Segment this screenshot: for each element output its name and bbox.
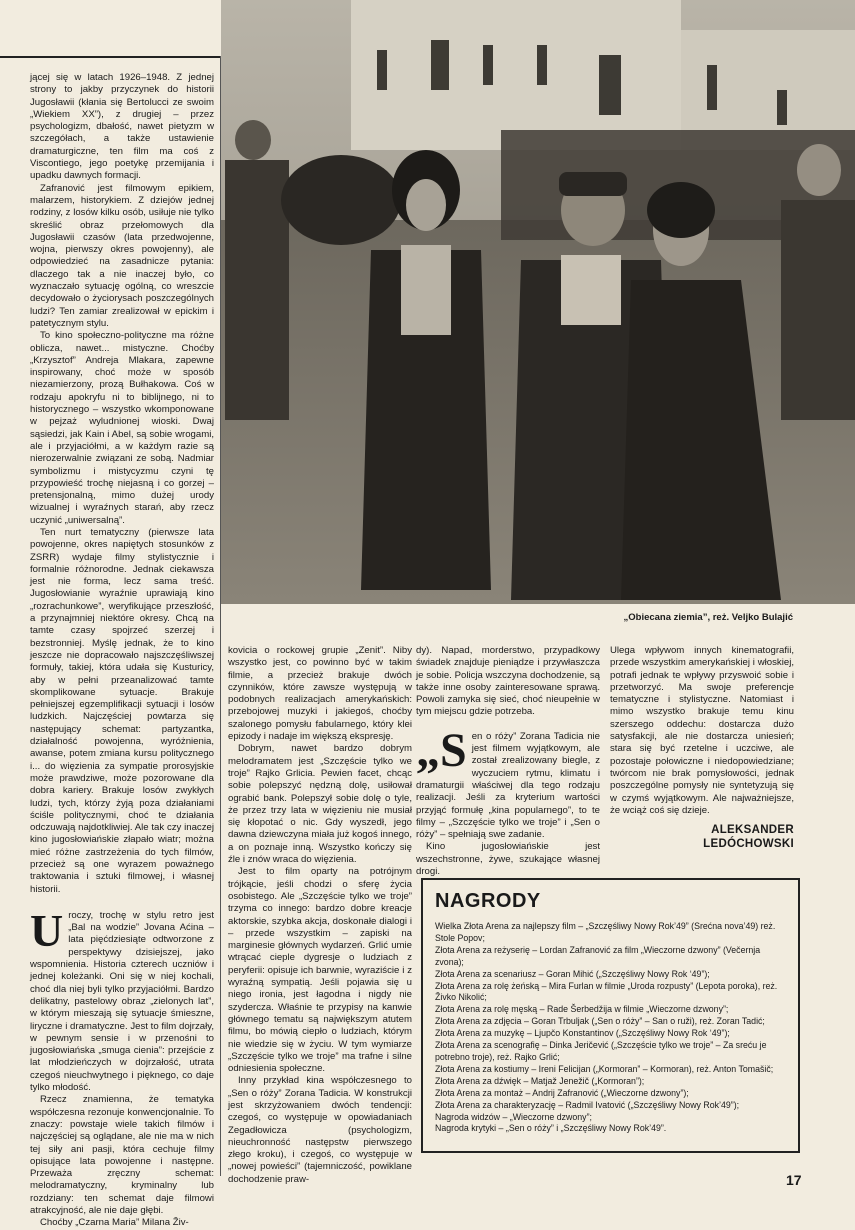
paragraph: Kino jugosłowiańskie jest wszechstronne, żywe, szukające własnej drogi. [416,841,600,878]
award-item: Złota Arena za scenografię – Dinka Jeričević („Szczęście tylko we troje” – Za sreću je potrebno troje), reż. Rajko Grlić; [435,1040,767,1062]
paragraph: dy). Napad, morderstwo, przypadkowy świadek znajduje pieniądze i przywłaszcza je sobie. Policja wszczyna dochodzenie, są także inne osoby zainteresowane sprawą. Powoli zamyka się sieć, choć nieupełnie w tym miejscu gdzie potrzeba. [416,645,600,718]
award-item: Złota Arena za rolę żeńską – Mira Furlan w filmie „Uroda rozpusty” (Lepota poroka), reż. Živko Nikolić; [435,980,778,1003]
paragraph: en o róży” Zorana Tadicia nie jest filmem wyjątkowym, ale został zrealizowany biegle, z wyczuciem rytmu, klimatu i dramaturgii właściwej dla tego rodzaju realizacji. Jeśli za kryterium wartości przyjąć formułę „kina popularnego”, to te filmy – „Szczęście tylko we troje” i „Sen o róży” – spełniają swe zadanie. [416,730,600,841]
award-item: Złota Arena za reżyserię – Lordan Zafranović za film „Wieczorne dzwony” (Večernja zvona); [435,944,761,967]
column-1 [30,72,214,1229]
awards-list [435,921,786,1135]
top-rule [0,56,221,58]
photo-caption: „Obiecana ziemia”, reż. Veljko Bulajić [623,612,793,623]
award-item: Złota Arena za charakteryzację – Radmil Ivatović („Szczęśliwy Nowy Rok’49”); [435,1099,740,1110]
dropcap-paragraph [30,904,214,1094]
drop-cap: „S [416,723,467,777]
paragraph: To kino społeczno-polityczne ma różne oblicza, nawet... mistyczne. Choćby „Krzysztof” Andreja Mlakara, zapewne inspirowany, choć może w sposób niezamierzony, prozą Bułhakowa. Coś w rodzaju apokryfu ni to biblijnego, ni to historycznego – wszystko wkomponowane w pejzaż wyludnionej wioski. Dwaj sąsiedzi, jak Kain i Abel, są sobie wrogami, ale i przyjaciółmi, a w każdym razie są nierozerwalnie związani ze sobą. Nadmiar symbolizmu i mistycyzmu czyni tę przypowieść trochę niejasną i co gorzej – pretensjonalną, mimo dużej urody wizualnej i wyraźnych starań, aby rzecz uczynić „uniwersalną”. [30,330,214,526]
award-item: Nagroda widzów – „Wieczorne dzwony”; [435,1111,592,1122]
paragraph: Inny przykład kina współczesnego to „Sen o róży” Zorana Tadicia. W konstrukcji jest skrzyżowaniem dwóch tendencji: czegoś, co występuje w opowiadaniach Zegadłowicza (psychologizm, nieuchronność następstw pierwszego złego kroku), i czegoś, co występuje w „nowej powieści” (tajemniczość, powiklane dochodzenie praw- [228,1075,412,1185]
page-number: 17 [786,1172,802,1188]
award-item: Złota Arena za muzykę – Ljupčo Konstantinov („Szczęśliwy Nowy Rok ‘49”); [435,1028,730,1039]
paragraph: Choćby „Czarna Maria” Milana Živ- [40,1217,189,1229]
award-item: Złota Arena za montaż – Andrij Zafranović („Wieczorne dzwony”); [435,1087,689,1098]
column-3 [416,645,600,905]
paragraph: Zafranović jest filmowym epikiem, malarzem, historykiem. Z dziejów jednej rodziny, z losów kilku osób, usiłuje nie tylko skreślić obraz przełomowych dla Jugosławii czasów (lata przedwojenne, wojna, pierwszy okres powojenny), ale odpowiedzieć na zasadnicze pytania: dlaczego tak a nie inaczej było, co wyznaczało sytuację ogólną, co wreszcie decydowało o życiorysach poszczególnych ludzi? Ten zamiar zrealizował w epickim i patetycznym stylu. [30,182,214,329]
awards-title: NAGRODY [435,890,541,912]
award-item: Złota Arena za dźwięk – Matjaž Jenežič („Kormoran”); [435,1075,645,1086]
author-byline [610,823,794,851]
paragraph: jącej się w latach 1926–1948. Z jednej strony to jakby przyczynek do historii Jugosławii (kłania się Bertolucci ze swoim „Wiekiem XX”), z drugiej – przez psychologizm, dbałość, nawet pietyzm w szczegółach, a także ustawienie dramaturgiczne, ten film ma coś z Viscontiego, jego poetykę przemijania i upadku dawnych formacji. [30,72,214,182]
award-item: Nagroda krytyki – „Sen o róży” i „Szczęśliwy Nowy Rok’49”. [435,1123,667,1134]
paragraph: kovicia o rockowej grupie „Zenit”. Niby wszystko jest, co powinno być w takim filmie, a przecież brakuje dwóch czynników, które zawsze występują w podobnych realizacjach amerykańskich: przebojowej muzyki i jakiegoś, choćby szalonego pomysłu fabularnego, który klei epizody i nadaje im większą ekspresję. [228,645,412,743]
paragraph: Rzecz znamienna, że tematyka współczesna rezonuje konwencjonalnie. To znaczy: powstaje wiele takich filmów i najczęściej są oglądane, ale nie ma w nich tej siły ani pasji, która cechuje filmy opisujące lata powojenne i następne. Przeważa zręczny schemat: melodramatyczny, kryminalny lub rozdziany: ten schemat daje filmowi atrakcyjność, ale nie daje głębi. [30,1094,214,1217]
author-last-name: LEDÓCHOWSKI [703,838,794,850]
column-2 [228,645,412,1185]
award-item: Złota Arena za zdjęcia – Goran Trbuljak („Sen o róży” – San o ruži), reż. Zoran Tadić; [435,1016,765,1027]
paragraph: Ten nurt tematyczny (pierwsze lata powojenne, okres napiętych stosunków z ZSRR) wydaje filmy stylistycznie i formalnie różnorodne. Jednak ciekawsza jest nie forma, lecz sama treść. Jugosłowianie wyraźnie uprawiają kino „rozrachunkowe”, weryfikujące przeszłość, a przynajmniej niektóre okresy. Chcą na tamte czasy spojrzeć szerzej i bezstronniej. Myślę jednak, że to kino jeszcze nie dopracowało najszczęśliwszej formuły, takiej, która udała się Kusturicy, aby w pełni przeanalizować tamte skomplikowane sytuacje. Brakuje pełniejszej egzemplifikacji sytuacji i losów ludzkich. Najczęściej powtarza się następujący schemat: partyzantka, działalność powojenna, wyróżnienia, awanse, potem zmiana kursu politycznego i... do więzienia za sympatie prorosyjskie może prawdziwe, może pozorowane dla dobra kariery. Brakuje losów zwykłych ludzi, tych, którzy żyją poza działaniami ściśle politycznymi, choć te działania odczuwają najdotkliwiej. Ale tak czy inaczej kino jugosłowiańskie złapało wiatr; można mieć różne zastrzeżenia do tych filmów, przecież są one wyrazem poważnego traktowania i sztuki filmowej, i własnej historii. [30,526,214,895]
author-first-name: ALEKSANDER [711,824,794,836]
drop-cap: U [30,904,64,956]
dropcap-paragraph [416,723,600,842]
film-still-photo [221,0,855,604]
awards-box [421,878,800,1153]
photo-illustration [221,0,855,604]
award-item: Złota Arena za scenariusz – Goran Mihić („Szczęśliwy Nowy Rok ‘49”); [435,968,710,979]
award-item: Wielka Złota Arena za najlepszy film – „Szczęśliwy Nowy Rok’49” (Srećna nova’49) reż. Stole Popov; [435,921,776,943]
paragraph: Ulega wpływom innych kinematografii, przede wszystkim amerykańskiej i włoskiej, potrafi jednak te wpływy przyswoić sobie i przetworzyć. Ma swoje preferencje tematyczne i stylistyczne. Natomiast i mimo wszystko brakuje temu kinu szerszego oddechu: dostarcza dużo satysfakcji, ale nie dostarcza uniesień; stara się być rzetelne i uczciwe, ale pozostaje połowiczne i niedopowiedziane; twórcom nie brak pomysłowości, jednak poszczególne pomysły nie syntetyzują się w czymś wyjątkowym. Ale najważniejsze, że wciąż coś się dzieje. [610,645,794,816]
paragraph: roczy, trochę w stylu retro jest „Bal na wodzie” Jovana Aćina – lata pięćdziesiąte odtworzone z perspektywy dzisiejszej, jako wspomnienia. Historia czterech uczniów i jednej koleżanki. Oni się w niej kochali, choć dla niej byli tylko przyjaciółmi. Bardzo delikatny, pastelowy obraz „zielonych lat”, w którym mieszają się sytuacje śmieszne, liryczne i dramatyczne. Jest to film dojrzały, w pewnym sensie i w przenośni to jugosłowiańska „smuga cienia”: przejście z lat młodzieńczych w dojrzałość, utrata czegoś nieuchwytnego i pięknego, co daje tylko młodość. [30,909,214,1094]
award-item: Złota Arena za kostiumy – Ireni Felicijan („Kormoran” – Kormoran), reż. Anton Tomašič; [435,1063,774,1074]
award-item: Złota Arena za rolę męską – Rade Šerbedžija w filmie „Wieczorne dzwony”; [435,1004,729,1015]
paragraph: Dobrym, nawet bardzo dobrym melodramatem jest „Szczęście tylko we troje” Rajko Grlicia. Pewien facet, chcąc sobie polepszyć nędzną dolę, usiłował ograbić bank. Polepszył sobie dolę o tyle, że przez trzy lata w więzieniu nie musiał się kłopotać o nic. Gdy wyszedł, jego dawna dziewczyna miała już kogoś innego, a on poznaje inną. Wszystko kończy się źle i znów wraca do więzienia. [228,743,412,866]
paragraph: Jest to film oparty na potrójnym trójkącie, jeśli chodzi o sferę życia osobistego. Ale „Szczęście tylko we troje” trzyma co innego: bardzo dobre kreacje aktorskie, szybka akcja, doskonałe dialogi i – przede wszystkim – zapiski na marginesie głównych wydarzeń. Grlić umie wtrącać cieple dygresje o ludziach z peryferii: opisuje ich barwnie, wyraziście i z wyraźną sympatią. Jeśli pojawia się u niego ironia, jest łagodna i nigdy nie szydercza. Właśnie te przypisy na kanwie głównego tematu są największym atutem filmu, bo mówią ciepło o ludziach, którym nie wiedzie się w życiu. W tym wymiarze „Szczęście tylko we troje” ma trafne i silne odniesienia społeczne. [228,866,412,1075]
column-4 [610,645,794,845]
